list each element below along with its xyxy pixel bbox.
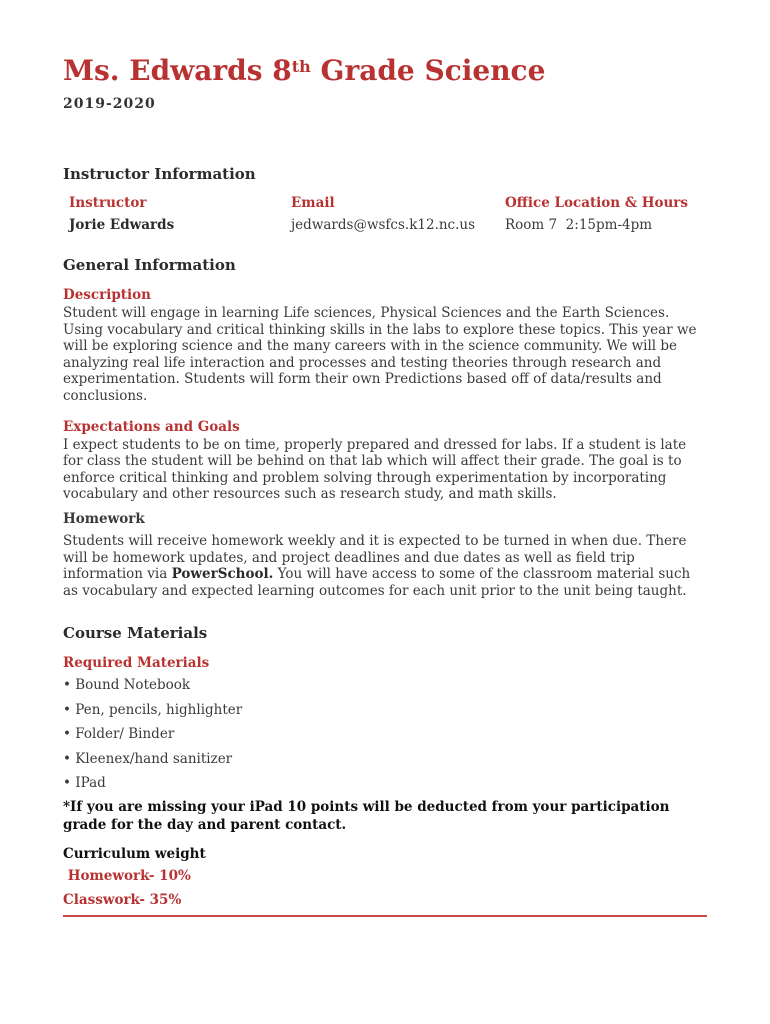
email-column-header: Email	[291, 195, 335, 211]
email-value[interactable]: jedwards@wsfcs.k12.nc.us	[291, 217, 476, 233]
instructor-column-header: Instructor	[69, 195, 147, 211]
general-info-heading: General Information	[63, 256, 236, 274]
homework-text-part1: Students will receive homework weekly and it is expected to be turned in when due. There will be homework updates, and project deadlines and due dates as well as field trip information via	[63, 532, 687, 583]
instructor-table	[63, 192, 707, 236]
office-column	[505, 192, 705, 236]
weight-classwork: Classwork- 35%	[63, 892, 182, 909]
instructor-section	[63, 164, 707, 236]
curriculum-weight-heading: Curriculum weight	[63, 845, 206, 862]
email-column	[291, 192, 505, 236]
document-page	[63, 52, 707, 917]
school-year: 2019-2020	[63, 96, 156, 112]
homework-heading: Homework	[63, 510, 145, 527]
ipad-warning: *If you are missing your iPad 10 points will be deducted from your participation grade for the day and parent contact.	[63, 798, 670, 833]
expectations-text: I expect students to be on time, properly prepared and dressed for labs. If a student is late for class the student will be behind on that lab which will affect their grade. The goal is to enforce critical thinking and problem solving through experimentation by incorporating vocabulary and other resources such as research study, and math skills.	[63, 436, 687, 503]
homework-text-part2: You will have access to some of the classroom material such as vocabulary and expected learning outcomes for each unit prior to the unit being taught.	[63, 566, 691, 599]
instructor-column	[63, 192, 291, 236]
expectations-heading: Expectations and Goals	[63, 418, 240, 435]
list-item: • IPad	[63, 775, 106, 792]
course-materials-heading: Course Materials	[63, 624, 208, 643]
instructor-heading: Instructor Information	[63, 165, 256, 183]
title-suffix: Grade Science	[310, 54, 546, 87]
homework-text	[63, 533, 707, 599]
required-materials-heading: Required Materials	[63, 655, 210, 672]
materials-list	[63, 673, 707, 796]
powerschool-link: PowerSchool.	[171, 566, 274, 583]
description-text: Student will engage in learning Life sciences, Physical Sciences and the Earth Sciences. Using vocabulary and critical thinking skills in the labs to explore these topics. This year we will be exploring science and the many careers with in the science community. We will be analyzing real life interaction and processes and testing theories through research and experimentation. Students will form their own Predictions based off of data/results and conclusions.	[63, 305, 697, 404]
office-value: Room 7 2:15pm-4pm	[505, 217, 653, 233]
list-item: • Kleenex/hand sanitizer	[63, 750, 233, 767]
weight-homework: Homework- 10%	[63, 867, 191, 884]
list-item: • Pen, pencils, highlighter	[63, 701, 243, 718]
title-prefix: Ms. Edwards 8	[63, 54, 292, 87]
description-heading: Description	[63, 287, 151, 303]
title-superscript: th	[291, 57, 311, 76]
course-materials-section	[63, 623, 707, 917]
general-info-section	[63, 255, 707, 599]
office-column-header: Office Location & Hours	[505, 195, 689, 211]
instructor-name: Jorie Edwards	[69, 217, 175, 233]
list-item: • Folder/ Binder	[63, 726, 175, 743]
list-item: • Bound Notebook	[63, 677, 191, 694]
section-divider	[63, 915, 707, 917]
page-title	[63, 52, 707, 90]
